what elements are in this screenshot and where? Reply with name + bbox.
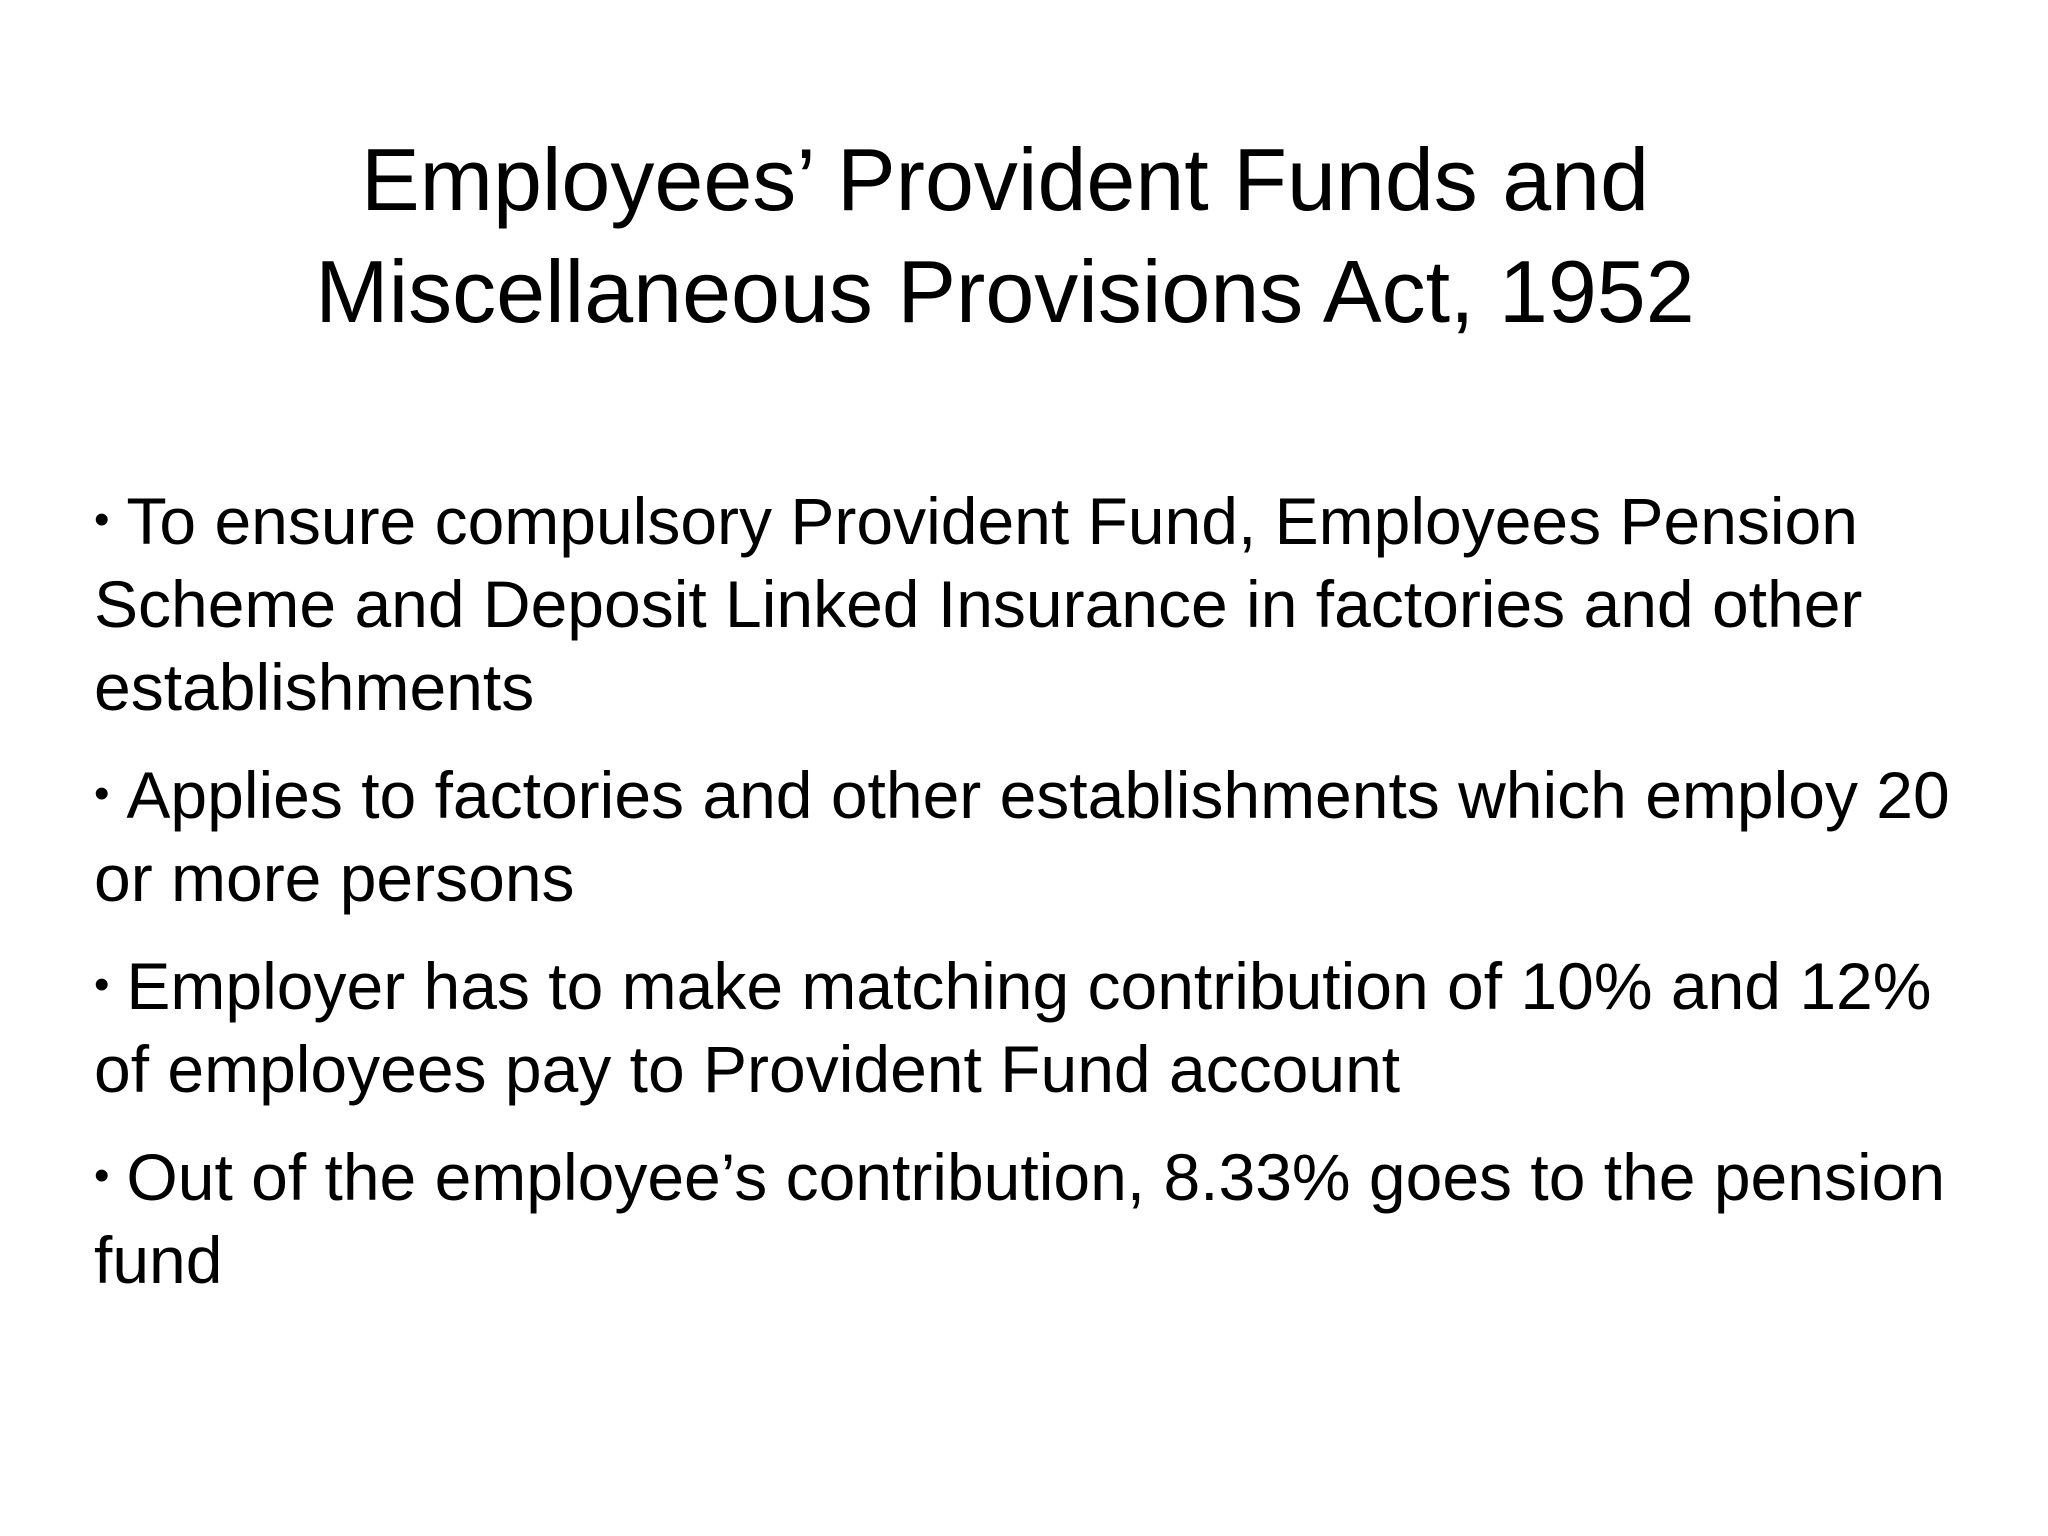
bullet-text-1: To ensure compulsory Provident Fund, Employees Pension Scheme and Deposit Linked Insurance in factories and other establishments <box>94 484 1863 724</box>
bullet-icon: • <box>94 769 110 818</box>
slide-title <box>0 124 2010 348</box>
bullet-item-1 <box>94 478 1994 729</box>
bullet-icon: • <box>94 495 110 544</box>
bullet-text-4: Out of the employee’s contribution, 8.33% goes to the pension fund <box>94 1140 1946 1297</box>
slide-title-line-2: Miscellaneous Provisions Act, 1952 <box>315 242 1695 341</box>
bullet-text-2: Applies to factories and other establishments which employ 20 or more persons <box>94 758 1950 915</box>
bullet-item-4 <box>94 1134 1994 1302</box>
slide-title-line-1: Employees’ Provident Funds and <box>360 130 1650 229</box>
bullet-text-3: Employer has to make matching contribution of 10% and 12% of employees pay to Provident Fund account <box>94 949 1932 1106</box>
bullet-item-2 <box>94 752 1994 920</box>
bullet-list <box>94 478 1994 1325</box>
bullet-item-3 <box>94 943 1994 1111</box>
bullet-icon: • <box>94 960 110 1009</box>
bullet-icon: • <box>94 1151 110 1200</box>
